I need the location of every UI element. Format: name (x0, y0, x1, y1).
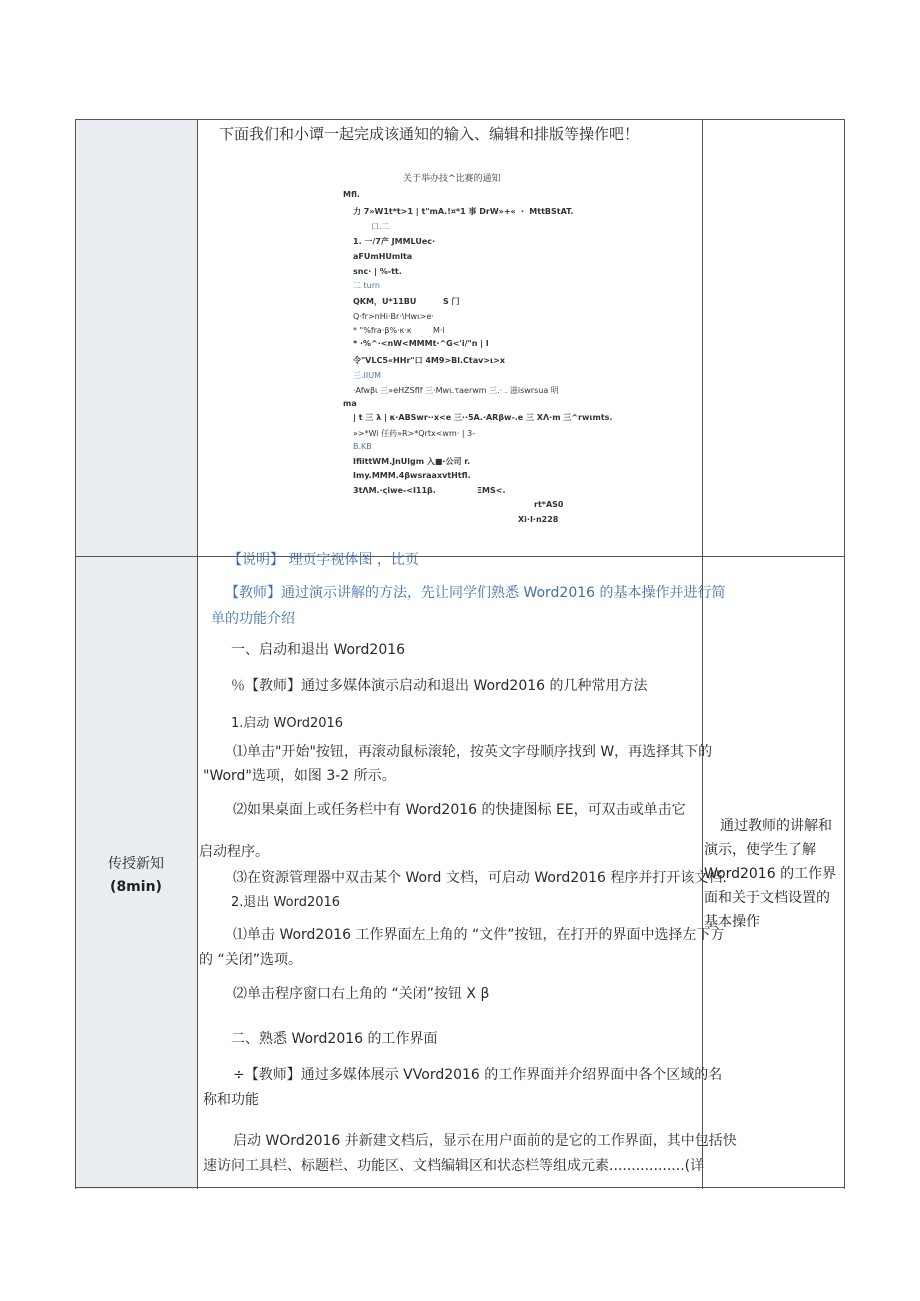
interface-description: 速访问工具栏、标题栏、功能区、文档编辑区和状态栏等组成元素.................(详 (203, 1158, 705, 1174)
doc-line: »>*Wi 任药»R>*Qrtx<wm· | 3- (353, 429, 476, 438)
heading-startup-exit: 一、启动和退出 Word2016 (231, 642, 406, 658)
doc-line: ·Afwβι 三»eHZSflf 三·Mwι.τaerwm 三.· . 滋iswrsua 明 (353, 386, 559, 395)
left-column-shade (75, 119, 197, 1189)
clipped-note: 【说明】 理页字视体图 ，比页 (228, 552, 419, 568)
exit-step-1: 的 “关闭”选项。 (199, 952, 302, 968)
doc-line: Imy.MMM.4βwsraaxvtHtfl. (353, 471, 471, 480)
section-duration: (8min) (110, 879, 162, 895)
document-image-title: 关于举办技^比赛的通知 (403, 174, 501, 184)
doc-line: Mfl. (343, 190, 360, 199)
doc-line: * "%fra·β%·κ·κ (353, 326, 412, 335)
teacher-intro: 单的功能介绍 (211, 611, 295, 627)
table-right-border (844, 119, 845, 1189)
doc-line: 力 7»W1t*t>1 | t"mA.!¤*1 事 DrW»+« ・ MttBStAT. (353, 207, 574, 216)
heading-interface: 二、熟悉 Word2016 的工作界面 (231, 1031, 438, 1047)
teacher-demo-note: ％【教师】通过多媒体演示启动和退出 Word2016 的几种常用方法 (231, 678, 648, 694)
exit-step-2: ⑵单击程序窗口右上角的 “关闭”按钮 X β (233, 986, 490, 1002)
lesson-table (75, 119, 845, 1189)
doc-line: QKM，U*11BU (353, 297, 417, 306)
start-step-1: ⑴单击"开始"按钮，再滚动鼠标滚轮，按英文字母顺序找到 W，再选择其下的 (233, 744, 713, 760)
table-left-border (75, 119, 76, 1189)
doc-line: Q·fr>nHi·Br·\Hwι>e· (353, 312, 434, 321)
doc-line: ΞMS<. (477, 486, 506, 495)
teaching-goal-note: 通过教师的讲解和演示，使学生了解 Word2016 的工作界面和关于文档设置的基本操作 (704, 818, 837, 930)
row-divider (75, 556, 845, 557)
exit-step-1: ⑴单击 Word2016 工作界面左上角的 “文件”按钮，在打开的界面中选择左下方 (233, 927, 725, 943)
doc-line: S 门 (443, 297, 460, 306)
interface-description: 启动 WOrd2016 并新建文档后，显示在用户面前的是它的工作界面，其中包括快 (233, 1133, 737, 1149)
doc-line: 令"VLC5«HHr"口 4M9>Bl.Ctav>ι>x (353, 356, 506, 365)
doc-line: 3tΛM.·ςiwe-<I11β. (353, 486, 436, 495)
column-divider-1 (197, 119, 198, 1189)
column-divider-2 (702, 119, 703, 1189)
doc-line: M·l (433, 326, 445, 335)
doc-line: | t 三 λ | κ·ABSwr··x<e 三··5A.·ARβw-.e 三 XΛ·m 三^rwιmts. (353, 413, 613, 422)
start-step-2: ⑵如果桌面上或任务栏中有 Word2016 的快捷图标 EE，可双击或单击它 (233, 802, 686, 818)
teacher-intro: 【教师】通过演示讲解的方法，先让同学们熟悉 Word2016 的基本操作并进行简 (225, 585, 726, 601)
doc-line: 口.二 (371, 222, 390, 231)
clipped-note-container (198, 543, 701, 568)
doc-line: 三.IIUM (353, 371, 382, 380)
start-step-2: 启动程序。 (199, 844, 269, 860)
subheading-exit: 2.退出 Word2016 (231, 895, 341, 910)
teacher-interface-note: ÷【教师】通过多媒体展示 VVord2016 的工作界面并介绍界面中各个区域的名 (233, 1067, 723, 1083)
doc-line: snc· | %-tt. (353, 267, 402, 276)
doc-line: aFUmHUmlta (353, 252, 413, 261)
doc-line: 二 turn (353, 281, 380, 290)
start-step-3: ⑶在资源管理器中双击某个 Word 文档，可启动 Word2016 程序并打开该文档. (233, 870, 727, 886)
table-bottom-border (75, 1187, 845, 1188)
start-step-1: "Word"选项，如图 3-2 所示。 (203, 768, 396, 784)
doc-line: Xi·Ι·n228 (518, 515, 559, 524)
table-top-border (75, 119, 845, 120)
intro-text: 下面我们和小谭一起完成该通知的输入、编辑和排版等操作吧！ (219, 125, 640, 143)
doc-line: * ·%^·<nW<MMMt·^G<'i/"n | l (353, 339, 489, 348)
doc-line: rt*AS0 (534, 500, 564, 509)
doc-line: B.KB (353, 442, 372, 451)
teacher-interface-note: 称和功能 (203, 1092, 259, 1108)
section-label: 传授新知 (108, 856, 164, 872)
subheading-start: 1.启动 WOrd2016 (231, 716, 344, 731)
doc-line: 1. 一/7产 JMMLUec· (353, 237, 436, 246)
doc-line: ma (343, 399, 357, 408)
doc-line: IfiittWM.JnUlgm 入■·公司 r. (353, 457, 471, 466)
